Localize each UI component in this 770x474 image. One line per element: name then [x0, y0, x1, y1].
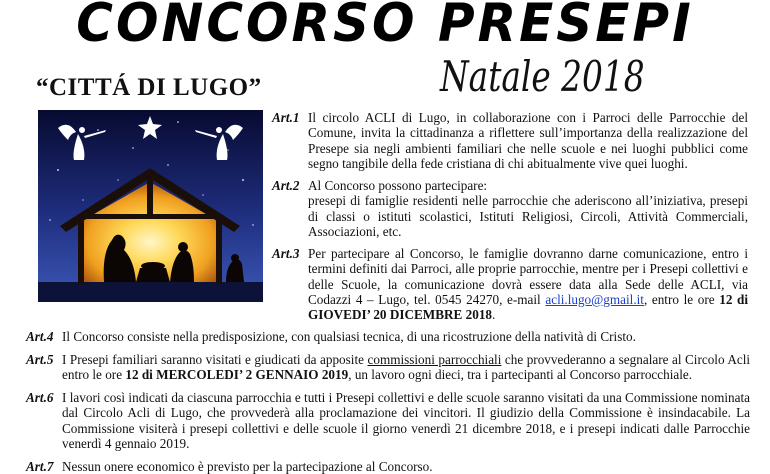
- article-text-part: I Presepi familiari saranno visitati e giudicati da apposite: [62, 352, 364, 367]
- article-label: Art.3: [272, 246, 300, 261]
- article-label: Art.4: [26, 329, 54, 344]
- underlined-text: commissioni parrocchiali: [367, 352, 502, 367]
- article-text: Nessun onere economico è previsto per la partecipazione al Concorso.: [62, 459, 433, 474]
- article-text-end: .: [492, 307, 496, 323]
- deadline-text: 12 di GIOVEDI’ 20 DICEMBRE 2018: [308, 291, 749, 323]
- poster-subtitle: “CITTÁ DI LUGO”: [36, 74, 262, 101]
- article-label: Art.6: [26, 390, 54, 405]
- nativity-illustration: [38, 110, 263, 302]
- article-label: Art.5: [26, 352, 54, 367]
- article-text: [62, 352, 750, 383]
- article-text: I lavori così indicati da ciascuna parrocchia e tutti i Presepi collettivi e delle scuole saranno visitati da una Commissione nominata dal Circolo Acli di Lugo, che provvederà alla proclamazione dei vincitori. Il giudizio della Commissione è insindacabile. La Commissione visiterà i presepi collettivi e delle scuole il giorno venerdì 21 dicembre 2018, e i presepi indicati dalle Parrocchie venerdì 4 gennaio 2019.: [62, 390, 750, 451]
- article-text: Il Concorso consiste nella predisposizione, con qualsiasi tecnica, di una ricostruzione della natività di Cristo.: [62, 329, 636, 344]
- article-text-part: che provvederanno a segnalare al Circolo Acli entro le ore: [62, 352, 751, 383]
- deadline-text: 12 di MERCOLEDI’ 2 GENNAIO 2019: [125, 367, 349, 383]
- article-label: Art.2: [272, 178, 300, 193]
- article-label: Art.7: [26, 459, 54, 474]
- nativity-scene-image: [38, 110, 263, 302]
- poster-title: CONCORSO PRESEPI: [76, 0, 694, 54]
- article-text: Il circolo ACLI di Lugo, in collaborazione con i Parroci delle Parrocchie del Comune, invita la cittadinanza a riflettere sull’importanza della realizzazione del Presepe sia negli ambienti familiari che nelle scuole e nei luoghi pubblici come segno tangibile della fede cristiana di chi abitualmente vive quei luoghi.: [308, 110, 748, 171]
- edition-label: Natale 2018: [440, 52, 645, 101]
- article-intro: Al Concorso possono partecipare:: [308, 178, 488, 193]
- article-text-part: Per partecipare al Concorso, le famiglie dovranno darne comunicazione, entro i termini definiti dai Parroci, alle proprie parrocchie, mentre per i Presepi collettivi e delle Scuole, la comunicazione dovrà essere data alla Sede delle ACLI, via Codazzi 4 – Lugo, tel. 0545 24270, e-mail: [308, 246, 748, 307]
- article-text: presepi di famiglie residenti nelle parrocchie che aderiscono all’iniziativa, presepi di classi o istituti scolastici, Istituti Religiosi, Circoli, Attività Commerciali, Associazioni, etc.: [308, 193, 748, 239]
- article-text-part: , un lavoro ogni dieci, tra i partecipanti al Concorso parrocchiale.: [348, 367, 693, 383]
- article-text: [308, 246, 748, 322]
- article-text-part: , entro le ore: [643, 291, 715, 307]
- ground: [38, 282, 263, 302]
- email-link[interactable]: acli.lugo@gmail.it: [545, 291, 644, 307]
- article-label: Art.1: [272, 110, 300, 125]
